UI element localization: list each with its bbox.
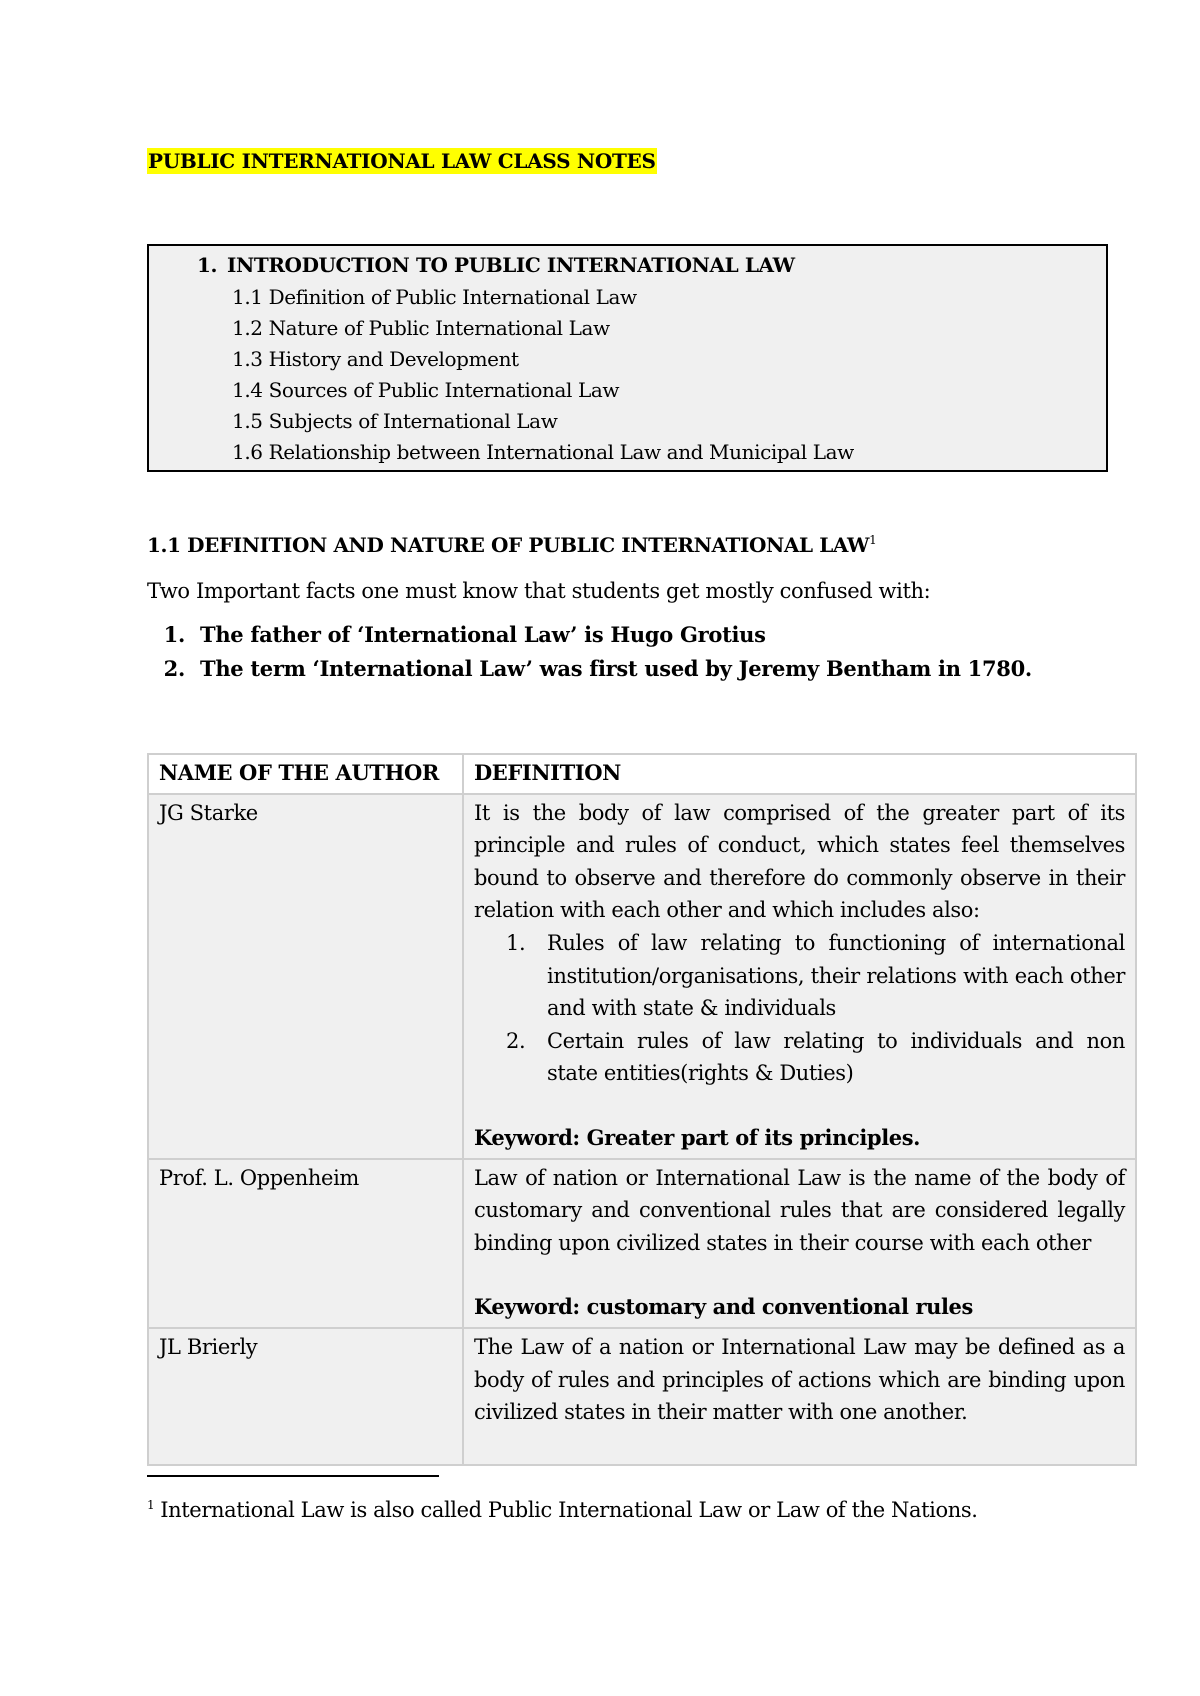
fact-number: 1. [163, 622, 185, 647]
sub-item-number: 1. [506, 930, 526, 955]
definition-text: It is the body of law comprised of the greater part of its principle and rules of conduct, which states feel themselves bound to observe and therefore do commonly observe in their relation with each other and which includes also: [474, 800, 1125, 923]
column-header-author: NAME OF THE AUTHOR [148, 754, 463, 794]
definition-keyword: Keyword: Greater part of its principles. [474, 1124, 921, 1150]
author-cell: JL Brierly [148, 1328, 463, 1465]
section-heading-text: 1.1 DEFINITION AND NATURE OF PUBLIC INTERNATIONAL LAW [147, 533, 870, 557]
fact-number: 2. [163, 656, 185, 681]
definition-cell [463, 1159, 1136, 1328]
toc-heading-number: 1. [197, 253, 218, 277]
document-title: PUBLIC INTERNATIONAL LAW CLASS NOTES [148, 149, 656, 173]
definition-keyword: Keyword: customary and conventional rules [474, 1294, 973, 1320]
cell-spacer [474, 1429, 1125, 1461]
definition-text: Law of nation or International Law is the name of the body of customary and conventional rules that are considered legally binding upon civilized states in their course with each other [474, 1165, 1125, 1255]
fact-item [147, 620, 766, 650]
definition-cell [463, 1328, 1136, 1465]
table-row [148, 1159, 1136, 1328]
section-heading [147, 526, 876, 559]
table-of-contents [147, 244, 1108, 472]
definition-sub-list [474, 927, 1125, 1090]
author-cell: Prof. L. Oppenheim [148, 1159, 463, 1328]
sub-item-text: Rules of law relating to functioning of international institution/organisations, their relations with each other and with state & individuals [547, 930, 1125, 1021]
definition-cell [463, 794, 1136, 1159]
definitions-table [147, 753, 1137, 1466]
table-row [148, 794, 1136, 1159]
definition-sub-item [474, 927, 1125, 1025]
author-cell: JG Starke [148, 794, 463, 1159]
sub-item-number: 2. [506, 1028, 526, 1053]
table-row [148, 1328, 1136, 1465]
toc-heading [197, 250, 795, 280]
fact-text: The term ‘International Law’ was first used by Jeremy Bentham in 1780. [200, 656, 1032, 681]
toc-item: 1.3 History and Development [232, 347, 519, 371]
footnote [147, 1490, 978, 1525]
section-intro: Two Important facts one must know that students get mostly confused with: [147, 579, 931, 603]
definition-sub-item [474, 1025, 1125, 1090]
footnote-text: International Law is also called Public International Law or Law of the Nations. [160, 1498, 978, 1522]
footnote-number: 1 [147, 1498, 155, 1512]
table-header-row [148, 754, 1136, 794]
sub-item-text: Certain rules of law relating to individuals and non state entities(rights & Duties) [547, 1028, 1125, 1086]
fact-text: The father of ‘International Law’ is Hugo Grotius [200, 622, 766, 647]
toc-item: 1.4 Sources of Public International Law [232, 378, 620, 402]
column-header-definition: DEFINITION [463, 754, 1136, 794]
definition-text: The Law of a nation or International Law may be defined as a body of rules and principles of actions which are binding upon civilized states in their matter with one another. [474, 1334, 1125, 1425]
toc-item: 1.5 Subjects of International Law [232, 409, 558, 433]
toc-item: 1.2 Nature of Public International Law [232, 316, 610, 340]
fact-item [147, 654, 1032, 684]
footnote-separator [147, 1475, 439, 1477]
footnote-ref: 1 [869, 533, 877, 547]
toc-item: 1.6 Relationship between International Law and Municipal Law [232, 440, 854, 464]
toc-heading-text: INTRODUCTION TO PUBLIC INTERNATIONAL LAW [227, 253, 795, 277]
toc-item: 1.1 Definition of Public International Law [232, 285, 637, 309]
